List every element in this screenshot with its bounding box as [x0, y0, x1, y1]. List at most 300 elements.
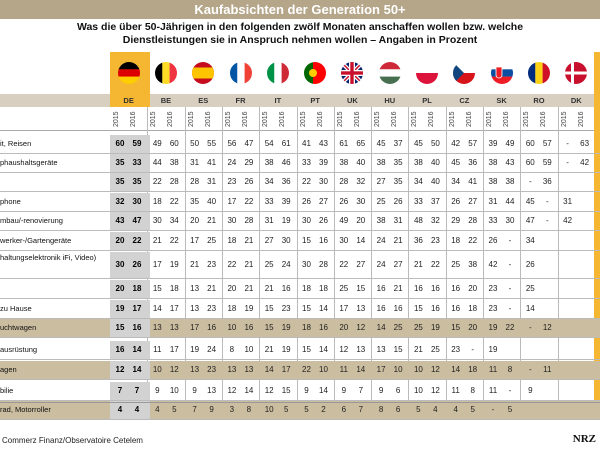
table-cell: 9	[192, 386, 197, 395]
table-cell: 25	[430, 345, 440, 354]
table-cell: 18	[169, 284, 179, 293]
table-cell: 18	[302, 284, 311, 293]
table-cell: 19	[169, 260, 179, 269]
table-cell: 36	[468, 158, 478, 167]
table-cell: 13	[227, 365, 237, 374]
table-cell: 22	[169, 197, 179, 206]
table-cell: 19	[244, 304, 254, 313]
table-cell: 30	[281, 236, 291, 245]
table-cell: 30	[152, 216, 162, 225]
table-cell: 7	[117, 386, 123, 395]
table-row	[0, 252, 600, 279]
table-cell: 13	[152, 323, 162, 332]
table-cell: 45	[451, 158, 461, 167]
table-cell: 21	[244, 260, 254, 269]
table-cell: 36	[542, 177, 552, 186]
table-cell: 11	[339, 365, 348, 374]
year-label: 2015	[224, 111, 232, 127]
table-cell: 43	[319, 139, 328, 148]
table-cell: 22	[244, 197, 254, 206]
table-cell: -	[566, 158, 569, 167]
table-cell: 46	[281, 158, 291, 167]
table-cell: 29	[244, 158, 254, 167]
table-cell: 6	[395, 405, 401, 414]
table-cell: 61	[281, 139, 291, 148]
table-cell: 13	[244, 365, 254, 374]
table-cell: 13	[190, 284, 200, 293]
table-cell: 16	[430, 304, 440, 313]
table-cell: 28	[190, 177, 200, 186]
table-cell: 34	[264, 177, 274, 186]
year-label: 2016	[428, 111, 436, 127]
table-cell: 25	[451, 260, 461, 269]
table-cell: 56	[227, 139, 237, 148]
table-cell: 14	[132, 345, 142, 354]
table-cell: 22	[339, 260, 349, 269]
table-cell: 15	[281, 386, 291, 395]
romania-flag-icon	[528, 62, 550, 84]
chart-subtitle	[0, 21, 600, 47]
table-cell: 30	[302, 260, 311, 269]
table-cell: 35	[393, 158, 403, 167]
table-cell: 11	[153, 345, 162, 354]
table-cell: 16	[451, 304, 461, 313]
table-cell: 17	[190, 323, 200, 332]
table-cell: 11	[451, 386, 460, 395]
subtitle-line-2: Dienstleistungen sie in Anspruch nehmen wollen – Angaben in Prozent	[122, 34, 478, 46]
table-cell: 23	[488, 304, 498, 313]
table-cell: 59	[132, 139, 142, 148]
year-label: 2016	[130, 111, 137, 127]
year-label: 2015	[299, 111, 307, 127]
table-cell: 15	[356, 284, 366, 293]
table-cell: 16	[393, 304, 403, 313]
table-cell: 35	[393, 177, 403, 186]
table-cell: 5	[470, 405, 475, 414]
table-cell: 41	[207, 158, 217, 167]
table-cell: 16	[430, 284, 440, 293]
table-cell: 12	[264, 386, 274, 395]
table-cell: 17	[152, 260, 162, 269]
year-label: 2016	[391, 111, 399, 127]
row-label: werker-/Gartengeräte	[0, 236, 72, 245]
nrz-logo: NRZ	[572, 433, 596, 445]
table-cell: 19	[190, 345, 200, 354]
table-cell: 40	[207, 197, 217, 206]
table-cell: 47	[244, 139, 254, 148]
table-cell: 10	[244, 345, 254, 354]
table-cell: 4	[134, 405, 140, 414]
table-cell: -	[566, 139, 569, 148]
year-label: 2016	[167, 111, 175, 127]
table-cell: 25	[393, 323, 403, 332]
table-cell: 16	[376, 304, 386, 313]
table-cell: 7	[134, 386, 140, 395]
table-cell: 18	[132, 284, 142, 293]
table-cell: 15	[413, 304, 423, 313]
year-label: 2016	[279, 111, 287, 127]
table-cell: 45	[376, 139, 386, 148]
table-cell: 11	[488, 365, 498, 374]
country-code-fr: FR	[235, 96, 246, 105]
table-cell: 8	[470, 386, 475, 395]
table-cell: 26	[319, 216, 328, 225]
table-cell: 19	[115, 304, 125, 313]
table-cell: 22	[430, 260, 440, 269]
table-cell: 4	[117, 405, 123, 414]
table-cell: 21	[152, 236, 162, 245]
country-code-dk: DK	[570, 96, 582, 105]
table-cell: 28	[169, 177, 179, 186]
table-cell: 49	[152, 139, 162, 148]
year-label: 2016	[204, 111, 212, 127]
table-cell: 42	[580, 158, 590, 167]
table-cell: 22	[227, 260, 237, 269]
table-cell: 20	[115, 236, 125, 245]
table-cell: 23	[207, 365, 217, 374]
year-label: 2016	[353, 111, 361, 127]
table-cell: -	[545, 197, 549, 206]
table-cell: 9	[341, 386, 347, 395]
table-cell: 40	[430, 158, 440, 167]
table-cell: 10	[393, 365, 403, 374]
table-cell: 16	[451, 284, 461, 293]
table-cell: 17	[227, 197, 237, 206]
table-cell: 44	[505, 197, 515, 206]
table-cell: 30	[302, 216, 311, 225]
table-row	[0, 401, 600, 420]
table-cell: 20	[190, 216, 200, 225]
table-row	[0, 280, 600, 299]
table-cell: 7	[192, 405, 197, 414]
table-cell: 27	[356, 260, 366, 269]
table-cell: 15	[451, 323, 461, 332]
table-cell: 21	[244, 236, 254, 245]
table-cell: 39	[319, 158, 328, 167]
table-cell: 31	[264, 216, 274, 225]
table-cell: 28	[319, 260, 328, 269]
country-code-it: IT	[274, 96, 282, 105]
table-cell: 23	[281, 304, 291, 313]
table-cell: 20	[227, 284, 237, 293]
table-cell: 23	[207, 304, 217, 313]
table-cell: 9	[209, 405, 214, 414]
table-cell: 24	[281, 260, 291, 269]
table-cell: 8	[507, 365, 513, 374]
table-cell: 6	[395, 386, 401, 395]
table-cell: 14	[319, 386, 328, 395]
table-row	[0, 341, 600, 360]
row-label: phaushaltsgeräte	[0, 158, 58, 167]
table-cell: 20	[339, 323, 349, 332]
row-label: rad, Motorroller	[0, 405, 51, 414]
table-cell: 17	[132, 304, 142, 313]
table-cell: 19	[488, 345, 498, 354]
table-cell: 12	[430, 386, 440, 395]
table-cell: 23	[227, 177, 237, 186]
table-cell: -	[545, 216, 549, 225]
table-cell: 23	[207, 260, 217, 269]
table-row	[0, 382, 600, 401]
table-cell: -	[528, 365, 532, 374]
table-cell: 17	[339, 304, 349, 313]
table-cell: 17	[281, 365, 291, 374]
table-cell: 32	[430, 216, 440, 225]
table-cell: 21	[264, 284, 274, 293]
table-cell: 54	[264, 139, 274, 148]
table-cell: 60	[525, 139, 535, 148]
table-cell: 49	[505, 139, 515, 148]
table-cell: 28	[468, 216, 478, 225]
table-cell: 10	[152, 365, 162, 374]
table-cell: 18	[227, 304, 237, 313]
table-cell: 16	[132, 323, 142, 332]
table-cell: 26	[451, 197, 461, 206]
row-label: ausrüstung	[0, 345, 38, 354]
table-cell: 27	[319, 197, 328, 206]
table-cell: 60	[169, 139, 179, 148]
row-label: mbau/-renovierung	[0, 216, 63, 225]
row-label: uchtwagen	[0, 323, 37, 332]
table-cell: 43	[505, 158, 515, 167]
table-cell: 13	[376, 345, 386, 354]
table-cell: 16	[413, 284, 423, 293]
table-cell: 12	[356, 323, 366, 332]
table-cell: 10	[413, 365, 423, 374]
table-cell: 31	[190, 158, 200, 167]
table-cell: 21	[264, 345, 274, 354]
table-cell: 43	[115, 216, 125, 225]
country-code-es: ES	[198, 96, 209, 105]
table-cell: 15	[264, 304, 274, 313]
table-cell: 19	[281, 216, 291, 225]
table-cell: 32	[115, 197, 125, 206]
table-cell: 13	[207, 386, 217, 395]
table-cell: 30	[505, 216, 515, 225]
table-cell: 38	[505, 177, 515, 186]
table-cell: 38	[488, 158, 498, 167]
table-cell: 4	[155, 405, 160, 414]
table-row	[0, 154, 600, 173]
table-cell: 33	[488, 216, 498, 225]
table-cell: 35	[132, 177, 142, 186]
table-cell: 25	[525, 284, 535, 293]
table-cell: 26	[302, 197, 311, 206]
country-code-hu: HU	[384, 96, 396, 105]
table-cell: -	[508, 386, 512, 395]
table-cell: 44	[152, 158, 162, 167]
table-row	[0, 319, 600, 338]
table-cell: 14	[152, 304, 162, 313]
year-label: 2015	[374, 111, 382, 127]
table-cell: 30	[356, 197, 366, 206]
poland-flag-icon	[416, 62, 438, 84]
table-cell: 12	[542, 323, 552, 332]
table-cell: 28	[244, 216, 254, 225]
table-cell: 23	[451, 345, 461, 354]
table-cell: 18	[468, 304, 478, 313]
table-cell: 30	[227, 216, 237, 225]
table-cell: 5	[416, 405, 421, 414]
table-cell: 10	[264, 405, 274, 414]
table-cell: 10	[227, 323, 237, 332]
table-cell: 15	[302, 345, 311, 354]
table-cell: 25	[413, 323, 423, 332]
table-cell: 8	[246, 405, 252, 414]
table-cell: 14	[244, 386, 254, 395]
table-cell: 13	[190, 365, 200, 374]
table-cell: 18	[468, 365, 478, 374]
table-cell: 39	[281, 197, 291, 206]
table-cell: 14	[376, 323, 386, 332]
table-cell: 14	[264, 365, 274, 374]
table-cell: 29	[451, 216, 461, 225]
year-label: 2016	[503, 111, 510, 127]
table-cell: 38	[169, 158, 179, 167]
table-cell: 32	[356, 177, 366, 186]
table-cell: 59	[542, 158, 552, 167]
table-cell: 12	[169, 365, 179, 374]
table-cell: 30	[339, 236, 349, 245]
year-label: 2015	[187, 111, 195, 127]
table-cell: 20	[115, 284, 125, 293]
country-code-uk: UK	[347, 96, 358, 105]
table-cell: 65	[356, 139, 366, 148]
table-cell: 19	[281, 323, 291, 332]
table-cell: 7	[358, 386, 364, 395]
table-cell: 21	[413, 345, 423, 354]
table-cell: 25	[207, 236, 217, 245]
table-cell: -	[508, 304, 512, 313]
table-cell: 14	[132, 365, 142, 374]
table-cell: 16	[115, 345, 125, 354]
table-cell: 24	[376, 260, 386, 269]
table-cell: 23	[488, 284, 498, 293]
table-cell: 41	[468, 177, 478, 186]
year-label: 2016	[540, 111, 548, 127]
table-cell: 21	[393, 236, 403, 245]
table-cell: 2	[321, 405, 326, 414]
table-cell: 14	[319, 304, 328, 313]
country-code-cz: CZ	[459, 96, 470, 105]
table-cell: 27	[468, 197, 478, 206]
table-cell: 16	[281, 284, 291, 293]
table-cell: 14	[451, 365, 461, 374]
table-cell: 33	[132, 158, 142, 167]
table-cell: 50	[190, 139, 200, 148]
table-cell: 22	[302, 177, 311, 186]
table-cell: 37	[430, 197, 440, 206]
table-cell: 16	[319, 236, 328, 245]
table-cell: 19	[281, 345, 291, 354]
table-cell: 4	[453, 405, 458, 414]
table-cell: 39	[488, 139, 498, 148]
table-cell: 30	[132, 197, 142, 206]
table-cell: 13	[169, 323, 179, 332]
table-cell: 23	[430, 236, 440, 245]
year-label: 2016	[316, 111, 324, 127]
table-cell: 45	[525, 197, 535, 206]
table-cell: -	[508, 260, 512, 269]
table-cell: 27	[376, 177, 386, 186]
table-cell: 42	[488, 260, 498, 269]
table-cell: 60	[525, 158, 535, 167]
table-cell: 9	[304, 386, 309, 395]
table-cell: 15	[264, 323, 274, 332]
table-cell: 25	[339, 284, 349, 293]
table-cell: 30	[115, 260, 125, 269]
table-cell: -	[528, 177, 532, 186]
table-cell: 38	[339, 158, 349, 167]
table-cell: 38	[468, 260, 478, 269]
year-label: 2015	[262, 111, 270, 127]
table-cell: 15	[302, 236, 311, 245]
year-label: 2015	[113, 111, 120, 127]
table-cell: 22	[169, 236, 179, 245]
table-cell: 26	[393, 197, 403, 206]
table-cell: 26	[132, 260, 142, 269]
table-cell: 34	[169, 216, 179, 225]
table-cell: 14	[319, 345, 328, 354]
table-cell: 21	[244, 284, 254, 293]
table-cell: 47	[132, 216, 142, 225]
table-cell: -	[528, 323, 532, 332]
table-cell: 31	[207, 177, 217, 186]
table-cell: 4	[433, 405, 438, 414]
table-cell: 5	[172, 405, 177, 414]
table-cell: 22	[132, 236, 142, 245]
table-cell: 18	[319, 284, 328, 293]
row-label: haltungselektronik iFi, Video)	[0, 253, 97, 262]
table-cell: -	[508, 236, 512, 245]
table-cell: 57	[468, 139, 478, 148]
table-cell: 11	[543, 365, 552, 374]
table-cell: 27	[264, 236, 274, 245]
year-label: 2015	[560, 111, 568, 127]
table-cell: 19	[430, 323, 440, 332]
table-cell: 38	[376, 158, 386, 167]
table-cell: 26	[339, 197, 349, 206]
table-cell: 30	[319, 177, 328, 186]
table-cell: 49	[339, 216, 349, 225]
table-cell: 11	[488, 386, 498, 395]
table-cell: 35	[115, 177, 125, 186]
subtitle-line-1: Was die über 50-Jährigen in den folgenden zwölf Monaten anschaffen wollen bzw. welche	[76, 21, 524, 33]
table-cell: 21	[207, 216, 217, 225]
table-cell: 40	[430, 177, 440, 186]
table-cell: 18	[451, 236, 461, 245]
table-cell: 14	[356, 236, 366, 245]
year-label: 2016	[241, 111, 249, 127]
table-cell: 10	[413, 386, 423, 395]
table-cell: 17	[190, 236, 200, 245]
row-label: phone	[0, 197, 21, 206]
table-cell: 34	[451, 177, 461, 186]
table-row	[0, 361, 600, 380]
table-cell: 20	[468, 284, 478, 293]
table-cell: 7	[358, 405, 364, 414]
chart-title: Kaufabsichten der Generation 50+	[194, 2, 406, 17]
table-cell: 42	[563, 216, 573, 225]
country-code-sk: SK	[496, 96, 507, 105]
year-label: 2015	[411, 111, 419, 127]
table-cell: 60	[115, 139, 125, 148]
table-cell: 22	[468, 236, 478, 245]
table-row	[0, 232, 600, 251]
table-cell: 9	[155, 386, 160, 395]
table-cell: 21	[413, 260, 423, 269]
table-cell: 31	[393, 216, 403, 225]
